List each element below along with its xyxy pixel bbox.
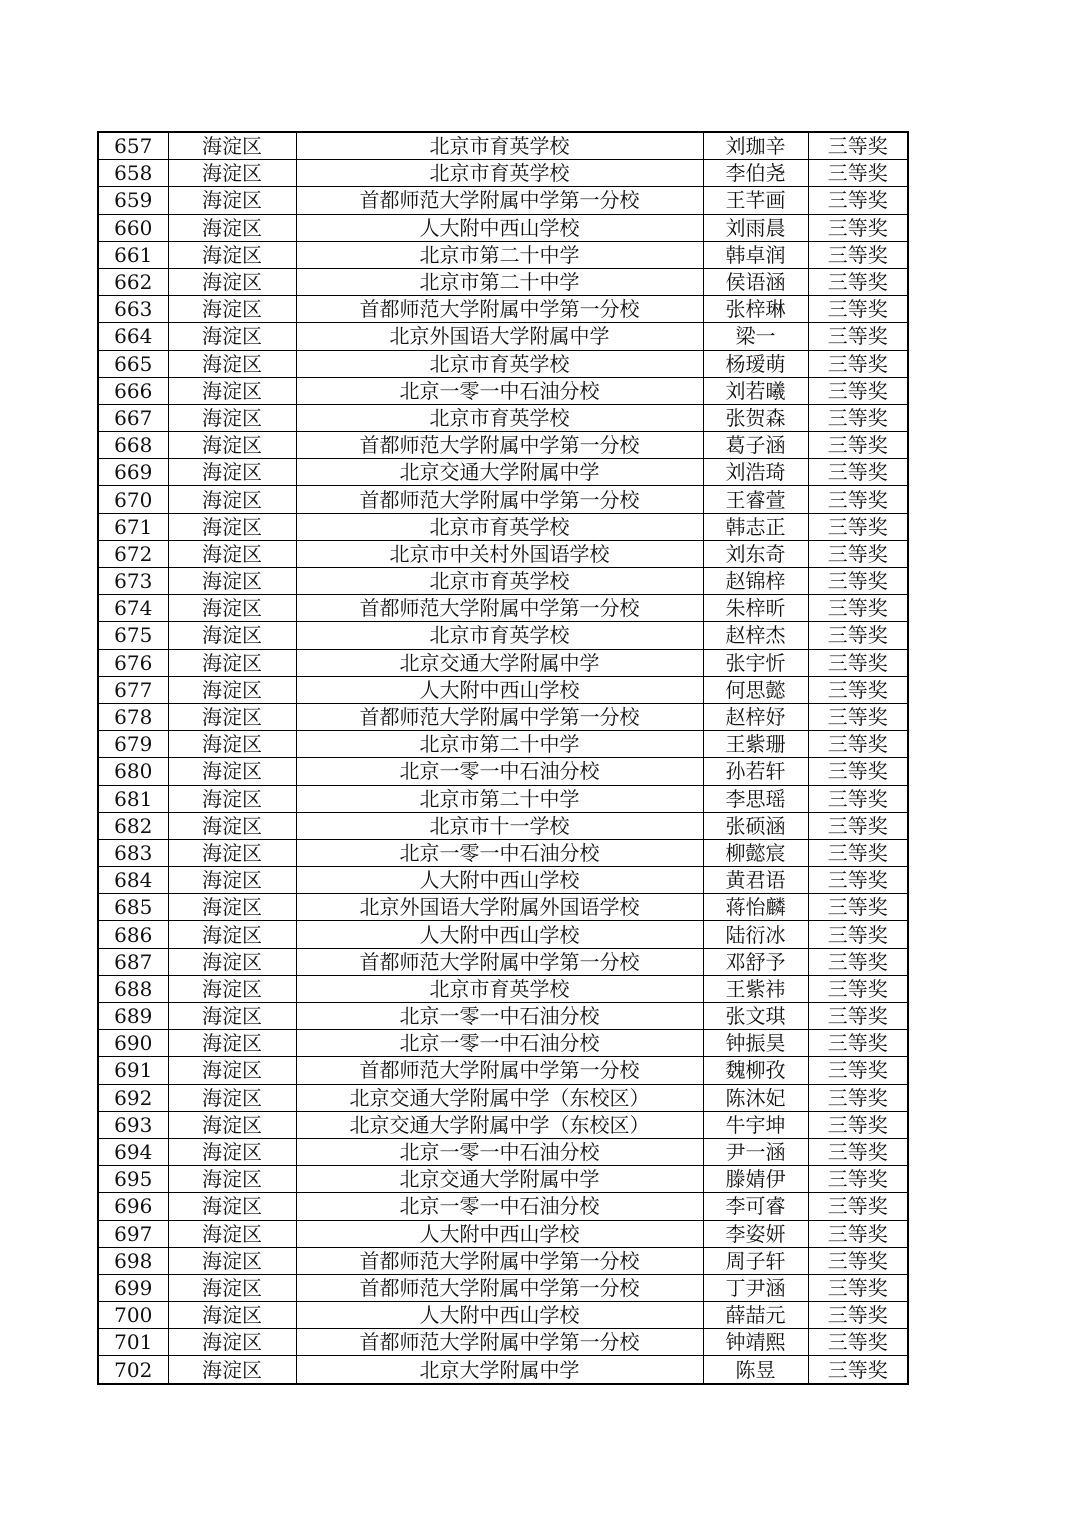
row-number-cell: 659 bbox=[98, 187, 168, 214]
table-row bbox=[98, 513, 908, 540]
table-row bbox=[98, 296, 908, 323]
district-cell: 海淀区 bbox=[168, 160, 296, 187]
row-number-cell: 697 bbox=[98, 1220, 168, 1247]
table-row bbox=[98, 676, 908, 703]
school-cell: 人大附中西山学校 bbox=[296, 1302, 703, 1329]
table-row bbox=[98, 867, 908, 894]
row-number-cell: 690 bbox=[98, 1030, 168, 1057]
table-row bbox=[98, 241, 908, 268]
school-cell: 北京一零一中石油分校 bbox=[296, 377, 703, 404]
district-cell: 海淀区 bbox=[168, 486, 296, 513]
award-cell: 三等奖 bbox=[808, 1030, 908, 1057]
student-name-cell: 陈沐妃 bbox=[703, 1084, 808, 1111]
table-row bbox=[98, 132, 908, 160]
district-cell: 海淀区 bbox=[168, 1193, 296, 1220]
table-row bbox=[98, 160, 908, 187]
row-number-cell: 674 bbox=[98, 595, 168, 622]
school-cell: 北京一零一中石油分校 bbox=[296, 1003, 703, 1030]
row-number-cell: 658 bbox=[98, 160, 168, 187]
table-row bbox=[98, 323, 908, 350]
school-cell: 北京市育英学校 bbox=[296, 404, 703, 431]
award-cell: 三等奖 bbox=[808, 568, 908, 595]
student-name-cell: 梁一 bbox=[703, 323, 808, 350]
row-number-cell: 667 bbox=[98, 404, 168, 431]
student-name-cell: 张梓琳 bbox=[703, 296, 808, 323]
student-name-cell: 张硕涵 bbox=[703, 812, 808, 839]
row-number-cell: 691 bbox=[98, 1057, 168, 1084]
student-name-cell: 尹一涵 bbox=[703, 1138, 808, 1165]
district-cell: 海淀区 bbox=[168, 731, 296, 758]
row-number-cell: 670 bbox=[98, 486, 168, 513]
table-row bbox=[98, 1166, 908, 1193]
table-row bbox=[98, 948, 908, 975]
award-cell: 三等奖 bbox=[808, 1003, 908, 1030]
student-name-cell: 黄君语 bbox=[703, 867, 808, 894]
award-cell: 三等奖 bbox=[808, 513, 908, 540]
student-name-cell: 柳懿宸 bbox=[703, 839, 808, 866]
district-cell: 海淀区 bbox=[168, 812, 296, 839]
school-cell: 北京市育英学校 bbox=[296, 350, 703, 377]
district-cell: 海淀区 bbox=[168, 948, 296, 975]
district-cell: 海淀区 bbox=[168, 377, 296, 404]
table-row bbox=[98, 1138, 908, 1165]
student-name-cell: 王紫珊 bbox=[703, 731, 808, 758]
student-name-cell: 李姿妍 bbox=[703, 1220, 808, 1247]
district-cell: 海淀区 bbox=[168, 622, 296, 649]
district-cell: 海淀区 bbox=[168, 595, 296, 622]
table-row bbox=[98, 975, 908, 1002]
district-cell: 海淀区 bbox=[168, 241, 296, 268]
district-cell: 海淀区 bbox=[168, 187, 296, 214]
row-number-cell: 679 bbox=[98, 731, 168, 758]
school-cell: 首都师范大学附属中学第一分校 bbox=[296, 703, 703, 730]
row-number-cell: 662 bbox=[98, 268, 168, 295]
table-row bbox=[98, 812, 908, 839]
school-cell: 首都师范大学附属中学第一分校 bbox=[296, 1057, 703, 1084]
district-cell: 海淀区 bbox=[168, 1356, 296, 1384]
table-row bbox=[98, 1193, 908, 1220]
award-cell: 三等奖 bbox=[808, 296, 908, 323]
district-cell: 海淀区 bbox=[168, 1057, 296, 1084]
row-number-cell: 686 bbox=[98, 921, 168, 948]
district-cell: 海淀区 bbox=[168, 214, 296, 241]
school-cell: 人大附中西山学校 bbox=[296, 921, 703, 948]
student-name-cell: 杨瑷萌 bbox=[703, 350, 808, 377]
student-name-cell: 薛喆元 bbox=[703, 1302, 808, 1329]
district-cell: 海淀区 bbox=[168, 568, 296, 595]
district-cell: 海淀区 bbox=[168, 404, 296, 431]
school-cell: 人大附中西山学校 bbox=[296, 676, 703, 703]
row-number-cell: 671 bbox=[98, 513, 168, 540]
district-cell: 海淀区 bbox=[168, 432, 296, 459]
row-number-cell: 696 bbox=[98, 1193, 168, 1220]
school-cell: 北京市育英学校 bbox=[296, 132, 703, 160]
award-cell: 三等奖 bbox=[808, 1166, 908, 1193]
student-name-cell: 张文琪 bbox=[703, 1003, 808, 1030]
school-cell: 首都师范大学附属中学第一分校 bbox=[296, 296, 703, 323]
student-name-cell: 王紫祎 bbox=[703, 975, 808, 1002]
district-cell: 海淀区 bbox=[168, 839, 296, 866]
school-cell: 北京外国语大学附属中学 bbox=[296, 323, 703, 350]
table-row bbox=[98, 568, 908, 595]
award-cell: 三等奖 bbox=[808, 1138, 908, 1165]
school-cell: 北京一零一中石油分校 bbox=[296, 1138, 703, 1165]
award-cell: 三等奖 bbox=[808, 459, 908, 486]
table-row bbox=[98, 1057, 908, 1084]
district-cell: 海淀区 bbox=[168, 785, 296, 812]
student-name-cell: 刘浩琦 bbox=[703, 459, 808, 486]
row-number-cell: 665 bbox=[98, 350, 168, 377]
award-cell: 三等奖 bbox=[808, 1111, 908, 1138]
row-number-cell: 694 bbox=[98, 1138, 168, 1165]
table-row bbox=[98, 187, 908, 214]
school-cell: 北京市育英学校 bbox=[296, 160, 703, 187]
table-row bbox=[98, 1220, 908, 1247]
row-number-cell: 688 bbox=[98, 975, 168, 1002]
award-list-body bbox=[98, 132, 908, 1384]
table-row bbox=[98, 486, 908, 513]
table-row bbox=[98, 894, 908, 921]
row-number-cell: 698 bbox=[98, 1247, 168, 1274]
school-cell: 人大附中西山学校 bbox=[296, 867, 703, 894]
row-number-cell: 661 bbox=[98, 241, 168, 268]
award-cell: 三等奖 bbox=[808, 894, 908, 921]
table-row bbox=[98, 1302, 908, 1329]
district-cell: 海淀区 bbox=[168, 1247, 296, 1274]
district-cell: 海淀区 bbox=[168, 758, 296, 785]
district-cell: 海淀区 bbox=[168, 296, 296, 323]
award-cell: 三等奖 bbox=[808, 595, 908, 622]
district-cell: 海淀区 bbox=[168, 540, 296, 567]
table-row bbox=[98, 1030, 908, 1057]
table-row bbox=[98, 432, 908, 459]
school-cell: 北京市第二十中学 bbox=[296, 241, 703, 268]
award-cell: 三等奖 bbox=[808, 948, 908, 975]
student-name-cell: 李伯尧 bbox=[703, 160, 808, 187]
district-cell: 海淀区 bbox=[168, 323, 296, 350]
student-name-cell: 刘雨晨 bbox=[703, 214, 808, 241]
district-cell: 海淀区 bbox=[168, 1084, 296, 1111]
student-name-cell: 赵梓妤 bbox=[703, 703, 808, 730]
award-cell: 三等奖 bbox=[808, 404, 908, 431]
school-cell: 北京市育英学校 bbox=[296, 513, 703, 540]
district-cell: 海淀区 bbox=[168, 894, 296, 921]
school-cell: 北京交通大学附属中学 bbox=[296, 1166, 703, 1193]
school-cell: 北京一零一中石油分校 bbox=[296, 839, 703, 866]
student-name-cell: 邓舒予 bbox=[703, 948, 808, 975]
district-cell: 海淀区 bbox=[168, 513, 296, 540]
award-cell: 三等奖 bbox=[808, 622, 908, 649]
student-name-cell: 王睿萱 bbox=[703, 486, 808, 513]
school-cell: 首都师范大学附属中学第一分校 bbox=[296, 1247, 703, 1274]
row-number-cell: 689 bbox=[98, 1003, 168, 1030]
table-row bbox=[98, 839, 908, 866]
school-cell: 北京市第二十中学 bbox=[296, 731, 703, 758]
row-number-cell: 663 bbox=[98, 296, 168, 323]
award-cell: 三等奖 bbox=[808, 350, 908, 377]
district-cell: 海淀区 bbox=[168, 975, 296, 1002]
row-number-cell: 669 bbox=[98, 459, 168, 486]
table-row bbox=[98, 404, 908, 431]
district-cell: 海淀区 bbox=[168, 268, 296, 295]
school-cell: 北京交通大学附属中学（东校区） bbox=[296, 1084, 703, 1111]
row-number-cell: 683 bbox=[98, 839, 168, 866]
table-row bbox=[98, 540, 908, 567]
award-cell: 三等奖 bbox=[808, 132, 908, 160]
award-cell: 三等奖 bbox=[808, 540, 908, 567]
row-number-cell: 678 bbox=[98, 703, 168, 730]
student-name-cell: 赵锦梓 bbox=[703, 568, 808, 595]
award-cell: 三等奖 bbox=[808, 323, 908, 350]
award-cell: 三等奖 bbox=[808, 1247, 908, 1274]
award-cell: 三等奖 bbox=[808, 785, 908, 812]
district-cell: 海淀区 bbox=[168, 1302, 296, 1329]
table-row bbox=[98, 214, 908, 241]
student-name-cell: 张贺森 bbox=[703, 404, 808, 431]
row-number-cell: 695 bbox=[98, 1166, 168, 1193]
school-cell: 北京市第二十中学 bbox=[296, 268, 703, 295]
row-number-cell: 680 bbox=[98, 758, 168, 785]
award-cell: 三等奖 bbox=[808, 160, 908, 187]
table-row bbox=[98, 1247, 908, 1274]
row-number-cell: 685 bbox=[98, 894, 168, 921]
school-cell: 首都师范大学附属中学第一分校 bbox=[296, 1274, 703, 1301]
school-cell: 北京市中关村外国语学校 bbox=[296, 540, 703, 567]
student-name-cell: 周子轩 bbox=[703, 1247, 808, 1274]
award-cell: 三等奖 bbox=[808, 758, 908, 785]
award-cell: 三等奖 bbox=[808, 1274, 908, 1301]
district-cell: 海淀区 bbox=[168, 1166, 296, 1193]
student-name-cell: 韩志正 bbox=[703, 513, 808, 540]
award-list-table bbox=[97, 131, 909, 1385]
school-cell: 首都师范大学附属中学第一分校 bbox=[296, 432, 703, 459]
school-cell: 北京市育英学校 bbox=[296, 975, 703, 1002]
table-row bbox=[98, 268, 908, 295]
table-row bbox=[98, 921, 908, 948]
student-name-cell: 魏柳孜 bbox=[703, 1057, 808, 1084]
award-cell: 三等奖 bbox=[808, 731, 908, 758]
table-row bbox=[98, 622, 908, 649]
student-name-cell: 陆衍冰 bbox=[703, 921, 808, 948]
award-cell: 三等奖 bbox=[808, 975, 908, 1002]
school-cell: 首都师范大学附属中学第一分校 bbox=[296, 1329, 703, 1356]
row-number-cell: 657 bbox=[98, 132, 168, 160]
district-cell: 海淀区 bbox=[168, 459, 296, 486]
student-name-cell: 李思瑶 bbox=[703, 785, 808, 812]
district-cell: 海淀区 bbox=[168, 676, 296, 703]
award-cell: 三等奖 bbox=[808, 241, 908, 268]
district-cell: 海淀区 bbox=[168, 350, 296, 377]
school-cell: 首都师范大学附属中学第一分校 bbox=[296, 595, 703, 622]
district-cell: 海淀区 bbox=[168, 867, 296, 894]
district-cell: 海淀区 bbox=[168, 1138, 296, 1165]
table-row bbox=[98, 1003, 908, 1030]
row-number-cell: 681 bbox=[98, 785, 168, 812]
award-cell: 三等奖 bbox=[808, 867, 908, 894]
row-number-cell: 684 bbox=[98, 867, 168, 894]
school-cell: 人大附中西山学校 bbox=[296, 214, 703, 241]
row-number-cell: 676 bbox=[98, 649, 168, 676]
award-cell: 三等奖 bbox=[808, 1356, 908, 1384]
award-cell: 三等奖 bbox=[808, 649, 908, 676]
row-number-cell: 675 bbox=[98, 622, 168, 649]
award-cell: 三等奖 bbox=[808, 268, 908, 295]
student-name-cell: 刘若曦 bbox=[703, 377, 808, 404]
district-cell: 海淀区 bbox=[168, 703, 296, 730]
student-name-cell: 朱梓昕 bbox=[703, 595, 808, 622]
student-name-cell: 陈昱 bbox=[703, 1356, 808, 1384]
row-number-cell: 672 bbox=[98, 540, 168, 567]
table-row bbox=[98, 785, 908, 812]
row-number-cell: 692 bbox=[98, 1084, 168, 1111]
student-name-cell: 何思懿 bbox=[703, 676, 808, 703]
district-cell: 海淀区 bbox=[168, 1111, 296, 1138]
row-number-cell: 682 bbox=[98, 812, 168, 839]
row-number-cell: 702 bbox=[98, 1356, 168, 1384]
student-name-cell: 滕婧伊 bbox=[703, 1166, 808, 1193]
row-number-cell: 699 bbox=[98, 1274, 168, 1301]
district-cell: 海淀区 bbox=[168, 1274, 296, 1301]
school-cell: 首都师范大学附属中学第一分校 bbox=[296, 948, 703, 975]
table-row bbox=[98, 1084, 908, 1111]
award-cell: 三等奖 bbox=[808, 214, 908, 241]
student-name-cell: 刘珈辛 bbox=[703, 132, 808, 160]
district-cell: 海淀区 bbox=[168, 1220, 296, 1247]
row-number-cell: 693 bbox=[98, 1111, 168, 1138]
school-cell: 首都师范大学附属中学第一分校 bbox=[296, 486, 703, 513]
student-name-cell: 张宇忻 bbox=[703, 649, 808, 676]
row-number-cell: 701 bbox=[98, 1329, 168, 1356]
school-cell: 北京交通大学附属中学 bbox=[296, 649, 703, 676]
student-name-cell: 牛宇坤 bbox=[703, 1111, 808, 1138]
student-name-cell: 王芊画 bbox=[703, 187, 808, 214]
student-name-cell: 李可睿 bbox=[703, 1193, 808, 1220]
student-name-cell: 韩卓润 bbox=[703, 241, 808, 268]
school-cell: 北京市育英学校 bbox=[296, 622, 703, 649]
table-row bbox=[98, 703, 908, 730]
school-cell: 北京交通大学附属中学 bbox=[296, 459, 703, 486]
award-cell: 三等奖 bbox=[808, 812, 908, 839]
award-cell: 三等奖 bbox=[808, 432, 908, 459]
row-number-cell: 677 bbox=[98, 676, 168, 703]
award-cell: 三等奖 bbox=[808, 486, 908, 513]
table-row bbox=[98, 1356, 908, 1384]
school-cell: 北京市十一学校 bbox=[296, 812, 703, 839]
award-cell: 三等奖 bbox=[808, 839, 908, 866]
school-cell: 北京一零一中石油分校 bbox=[296, 758, 703, 785]
award-cell: 三等奖 bbox=[808, 1193, 908, 1220]
student-name-cell: 钟振昊 bbox=[703, 1030, 808, 1057]
student-name-cell: 刘东奇 bbox=[703, 540, 808, 567]
row-number-cell: 666 bbox=[98, 377, 168, 404]
student-name-cell: 赵梓杰 bbox=[703, 622, 808, 649]
row-number-cell: 660 bbox=[98, 214, 168, 241]
table-row bbox=[98, 459, 908, 486]
student-name-cell: 钟靖熙 bbox=[703, 1329, 808, 1356]
award-cell: 三等奖 bbox=[808, 1329, 908, 1356]
award-cell: 三等奖 bbox=[808, 1084, 908, 1111]
school-cell: 北京一零一中石油分校 bbox=[296, 1030, 703, 1057]
district-cell: 海淀区 bbox=[168, 1329, 296, 1356]
table-row bbox=[98, 377, 908, 404]
row-number-cell: 664 bbox=[98, 323, 168, 350]
award-cell: 三等奖 bbox=[808, 377, 908, 404]
student-name-cell: 侯语涵 bbox=[703, 268, 808, 295]
table-row bbox=[98, 350, 908, 377]
student-name-cell: 蒋怡麟 bbox=[703, 894, 808, 921]
row-number-cell: 700 bbox=[98, 1302, 168, 1329]
award-cell: 三等奖 bbox=[808, 921, 908, 948]
school-cell: 北京外国语大学附属外国语学校 bbox=[296, 894, 703, 921]
district-cell: 海淀区 bbox=[168, 1003, 296, 1030]
table-row bbox=[98, 1329, 908, 1356]
school-cell: 北京市育英学校 bbox=[296, 568, 703, 595]
student-name-cell: 葛子涵 bbox=[703, 432, 808, 459]
award-cell: 三等奖 bbox=[808, 703, 908, 730]
school-cell: 北京一零一中石油分校 bbox=[296, 1193, 703, 1220]
table-row bbox=[98, 1274, 908, 1301]
table-row bbox=[98, 1111, 908, 1138]
table-row bbox=[98, 595, 908, 622]
award-cell: 三等奖 bbox=[808, 187, 908, 214]
award-cell: 三等奖 bbox=[808, 1302, 908, 1329]
school-cell: 人大附中西山学校 bbox=[296, 1220, 703, 1247]
row-number-cell: 687 bbox=[98, 948, 168, 975]
table-row bbox=[98, 758, 908, 785]
table-row bbox=[98, 731, 908, 758]
district-cell: 海淀区 bbox=[168, 132, 296, 160]
row-number-cell: 668 bbox=[98, 432, 168, 459]
district-cell: 海淀区 bbox=[168, 921, 296, 948]
district-cell: 海淀区 bbox=[168, 1030, 296, 1057]
school-cell: 北京交通大学附属中学（东校区） bbox=[296, 1111, 703, 1138]
award-cell: 三等奖 bbox=[808, 1220, 908, 1247]
school-cell: 北京市第二十中学 bbox=[296, 785, 703, 812]
student-name-cell: 孙若轩 bbox=[703, 758, 808, 785]
row-number-cell: 673 bbox=[98, 568, 168, 595]
award-cell: 三等奖 bbox=[808, 1057, 908, 1084]
award-cell: 三等奖 bbox=[808, 676, 908, 703]
school-cell: 首都师范大学附属中学第一分校 bbox=[296, 187, 703, 214]
school-cell: 北京大学附属中学 bbox=[296, 1356, 703, 1384]
district-cell: 海淀区 bbox=[168, 649, 296, 676]
student-name-cell: 丁尹涵 bbox=[703, 1274, 808, 1301]
table-row bbox=[98, 649, 908, 676]
